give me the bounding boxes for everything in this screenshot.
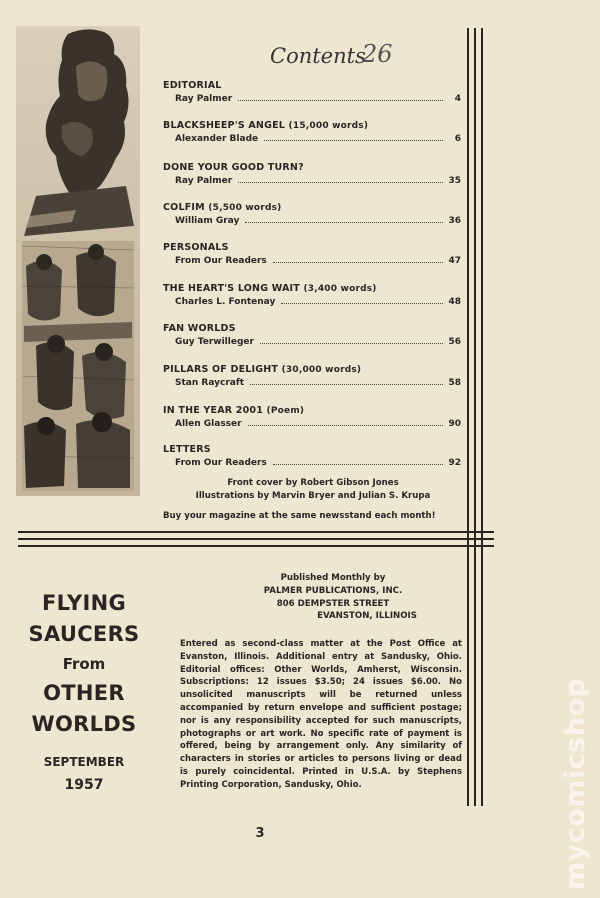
toc-title: EDITORIAL xyxy=(163,80,222,91)
toc-page: 92 xyxy=(448,458,461,468)
magazine-title-line: From xyxy=(62,655,106,673)
horizontal-rule xyxy=(18,545,494,547)
vertical-rule xyxy=(474,28,476,806)
toc-page: 36 xyxy=(448,216,461,226)
magazine-title-line: OTHER xyxy=(43,681,125,705)
toc-title: COLFIM xyxy=(163,202,205,213)
toc-author: Allen Glasser xyxy=(175,419,242,429)
toc-page: 56 xyxy=(448,337,461,347)
toc-entry xyxy=(163,242,461,266)
legal-notice: Entered as second-class matter at the Post Office at Evanston, Illinois. Additional entry at Sandusky, Ohio. Editorial offices: Other Worlds, Amherst, Wisconsin. Subscriptions: 12 issues $3.50; 24 issues $6.00. No unsolicited manuscripts will be returned unless accompanied by return envelope and sufficient postage; nor is any responsibility accepted for such manuscripts, photographs or art work. No specific rate of payment is offered, being by arrangement only. Any similarity of characters in stories or articles to persons living or dead is purely coincidental. Printed in U.S.A. by Stephens Printing Corporation, Sandusky, Ohio. xyxy=(180,639,462,790)
watermark: mycomicshop xyxy=(560,677,591,890)
buy-line: Buy your magazine at the same newsstand each month! xyxy=(163,511,436,521)
toc-entry xyxy=(163,202,461,226)
toc-author: Ray Palmer xyxy=(175,176,233,186)
magazine-title-line: WORLDS xyxy=(31,712,137,736)
toc-words: (5,500 words) xyxy=(208,203,282,213)
publisher-block xyxy=(226,572,440,623)
toc-author: From Our Readers xyxy=(175,458,267,468)
toc-author: From Our Readers xyxy=(175,256,267,266)
publisher-line: EVANSTON, ILLINOIS xyxy=(317,611,417,622)
toc-title: THE HEART'S LONG WAIT xyxy=(163,283,300,294)
vertical-rule xyxy=(467,28,469,806)
toc-entry xyxy=(163,323,461,347)
illustration-art xyxy=(16,26,140,496)
toc-title: LETTERS xyxy=(163,444,211,455)
toc-title: IN THE YEAR 2001 xyxy=(163,405,264,416)
horizontal-rule xyxy=(18,531,494,533)
credits xyxy=(165,477,461,503)
handwritten-number: 26 xyxy=(362,40,393,68)
toc-author: Ray Palmer xyxy=(175,94,233,104)
issue-month: SEPTEMBER xyxy=(43,755,125,769)
toc-page: 58 xyxy=(448,378,461,388)
horizontal-rule xyxy=(18,538,494,540)
toc-page: 47 xyxy=(448,256,461,266)
toc-page: 4 xyxy=(454,94,461,104)
toc-title: PILLARS OF DELIGHT xyxy=(163,364,279,375)
publisher-line: PALMER PUBLICATIONS, INC. xyxy=(263,585,403,596)
publisher-line: Published Monthly by xyxy=(280,573,386,583)
toc-entry xyxy=(163,364,461,388)
toc-entry xyxy=(163,405,461,429)
vertical-rule xyxy=(481,28,483,806)
magazine-title-line: FLYING xyxy=(41,591,127,615)
toc-title: PERSONALS xyxy=(163,242,229,253)
toc-page: 35 xyxy=(448,176,461,186)
toc-entry xyxy=(163,120,461,144)
contents-heading: Contents xyxy=(270,44,366,68)
cover-credit: Front cover by Robert Gibson Jones xyxy=(227,478,399,488)
toc-page: 6 xyxy=(454,134,461,144)
toc-author: Charles L. Fontenay xyxy=(175,297,276,307)
toc-author: Alexander Blade xyxy=(175,134,259,144)
toc-author: William Gray xyxy=(175,216,240,226)
toc-entry xyxy=(163,162,461,186)
toc-words: (3,400 words) xyxy=(303,284,377,294)
toc-entry xyxy=(163,80,461,104)
magazine-title-block xyxy=(22,588,146,798)
toc-title: BLACKSHEEP'S ANGEL xyxy=(163,120,286,131)
toc-title: DONE YOUR GOOD TURN? xyxy=(163,162,304,173)
publisher-line: 806 DEMPSTER STREET xyxy=(276,598,390,609)
toc-words: (15,000 words) xyxy=(288,121,369,131)
toc-entry xyxy=(163,444,461,468)
illustration-credit: Illustrations by Marvin Bryer and Julian S. Krupa xyxy=(195,491,431,501)
toc-entry xyxy=(163,283,461,307)
toc-words: (Poem) xyxy=(266,406,305,416)
toc-title: FAN WORLDS xyxy=(163,323,236,334)
toc-words: (30,000 words) xyxy=(281,365,362,375)
issue-year: 1957 xyxy=(64,777,104,793)
page-number: 3 xyxy=(255,826,265,841)
toc-page: 90 xyxy=(448,419,461,429)
toc-page: 48 xyxy=(448,297,461,307)
toc-author: Guy Terwilleger xyxy=(175,337,254,347)
magazine-title-line: SAUCERS xyxy=(28,622,140,646)
thinker-illustration xyxy=(16,26,140,496)
toc-author: Stan Raycraft xyxy=(175,378,245,388)
